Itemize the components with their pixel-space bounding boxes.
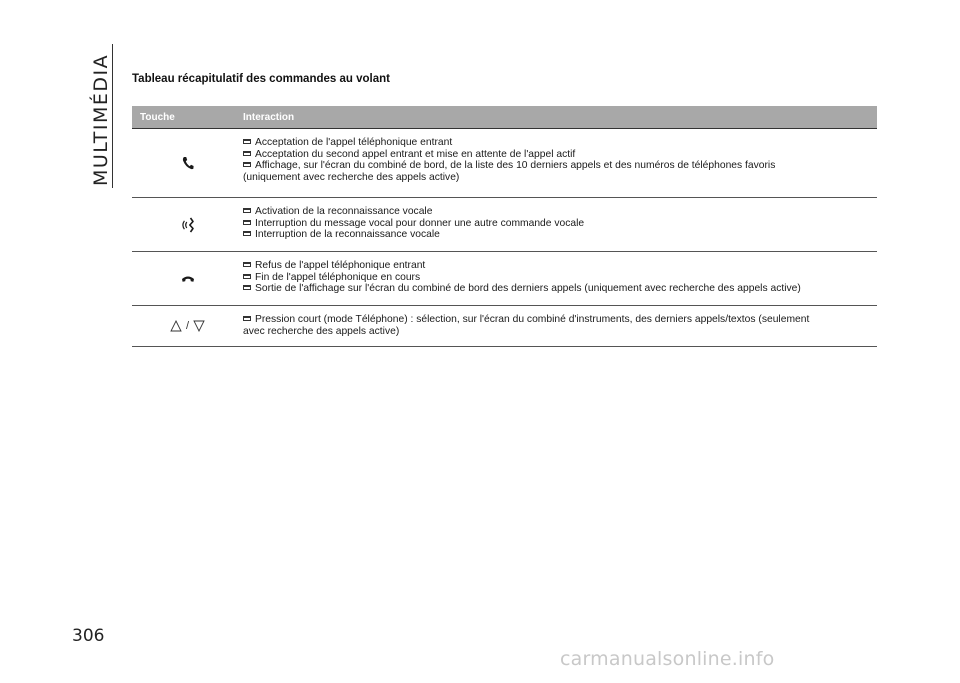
- table-row: [132, 252, 877, 306]
- watermark: carmanualsonline.info: [560, 648, 775, 670]
- table-header: [132, 106, 877, 129]
- list-item-text: Interruption du message vocal pour donner une autre commande vocale: [255, 217, 585, 229]
- phone-answer-icon: [182, 156, 194, 170]
- key-cell: [132, 129, 243, 197]
- bullet-icon: [243, 139, 251, 144]
- list-item-text: Pression court (mode Téléphone) : sélection, sur l'écran du combiné d'instruments, des derniers appels/textos (seulement: [255, 314, 810, 325]
- list-item-text: Refus de l'appel téléphonique entrant: [255, 260, 426, 271]
- bullet-icon: [243, 162, 251, 167]
- down-arrow-icon: [193, 320, 205, 332]
- list-item: [243, 206, 877, 218]
- key-cell: [132, 252, 243, 305]
- section-title: MULTIMÉDIA: [90, 53, 112, 186]
- header-key: Touche: [140, 111, 175, 123]
- list-item: [243, 260, 877, 272]
- key-cell: [132, 306, 243, 346]
- interaction-cell: [243, 252, 877, 305]
- list-item: [243, 283, 877, 295]
- bullet-icon: [243, 274, 251, 279]
- phone-hangup-icon: [181, 275, 195, 283]
- table-row: [132, 306, 877, 347]
- commands-table: [132, 106, 877, 347]
- bullet-icon: [243, 285, 251, 290]
- page-title: Tableau récapitulatif des commandes au volant: [132, 73, 390, 85]
- bullet-icon: [243, 262, 251, 267]
- list-item: [243, 314, 877, 326]
- table-row: [132, 129, 877, 198]
- list-item: [243, 272, 877, 284]
- list-item: [243, 218, 877, 230]
- list-item-continuation: (uniquement avec recherche des appels active): [243, 171, 460, 183]
- list-item-continuation: avec recherche des appels active): [243, 325, 400, 337]
- separator-slash: /: [185, 320, 190, 332]
- list-item-text: Acceptation de l'appel téléphonique entrant: [255, 137, 453, 148]
- list-item: [243, 229, 877, 241]
- list-item: [243, 149, 877, 161]
- up-arrow-icon: [170, 320, 182, 332]
- key-cell: [132, 198, 243, 251]
- list-item: [243, 160, 877, 172]
- section-rule: [112, 44, 113, 188]
- list-item-text: Sortie de l'affichage sur l'écran du combiné de bord des derniers appels (uniquement avec recherche des appels active): [255, 283, 801, 294]
- bullet-icon: [243, 231, 251, 236]
- list-item: [243, 137, 877, 149]
- page-number: 306: [72, 626, 105, 646]
- table-row: [132, 198, 877, 252]
- list-item-text: Fin de l'appel téléphonique en cours: [255, 271, 421, 283]
- bullet-icon: [243, 220, 251, 225]
- list-item-text: Affichage, sur l'écran du combiné de bord, de la liste des 10 derniers appels et des numéros de téléphones favoris: [255, 160, 776, 171]
- bullet-icon: [243, 151, 251, 156]
- bullet-icon: [243, 208, 251, 213]
- header-interaction: Interaction: [243, 111, 295, 123]
- list-item-text: Interruption de la reconnaissance vocale: [255, 229, 440, 240]
- bullet-icon: [243, 316, 251, 321]
- interaction-cell: [243, 198, 877, 251]
- interaction-cell: [243, 129, 877, 197]
- interaction-cell: [243, 306, 877, 346]
- list-item-text: Activation de la reconnaissance vocale: [255, 206, 433, 217]
- list-item-text: Acceptation du second appel entrant et mise en attente de l'appel actif: [255, 148, 576, 160]
- voice-recognition-icon: [181, 217, 195, 233]
